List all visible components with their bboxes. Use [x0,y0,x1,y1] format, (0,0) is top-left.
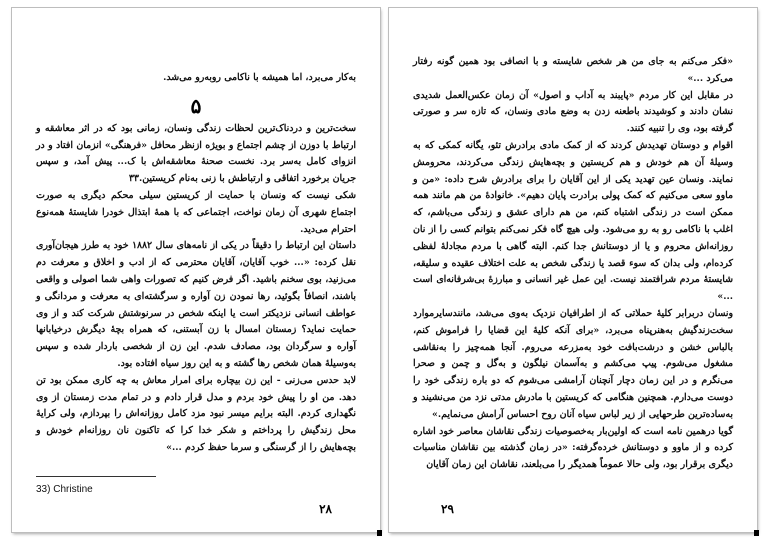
left-page-content [36,8,356,532]
right-page-text [413,54,733,474]
left-page [12,8,380,532]
paragraph: ونسان دربرابر کلیهٔ حملاتی که از اطرافیان نزدیک به‌وی می‌شد، مانندسایرموارد سخت‌زندگیش به‌هنرپناه می‌برد، «برای آنکه کلیهٔ این قضایا را فراموش کنم، بالباس خشن و درشت‌بافت خود به‌مزرعه می‌روم. آنجا همه‌چیز را به‌نقاشی مشغول می‌شوم. پیپ می‌کشم و به‌آسمان نیلگون و به‌گل و چمن و صحرا می‌نگرم و در این زمان دچار آنچنان آرامشی می‌شوم که دو باره زندگی خود را دوست می‌دارم. همچنین هنگامی که کریستین با مادرش مدتی نزد من می‌نشیند و به‌ساده‌ترین طرحهایی از زیر لباس سیاه آنان روح احساس آرامش می‌نمایم.» [413,307,733,420]
paragraph: سخت‌ترین و دردناک‌ترین لحظات زندگی ونسان، زمانی بود که در اثر معاشقه و ارتباط با دوزن از چشم اجتماع و بویژه ازنظر محافل «فرهنگی» انزمان افتاد و در انزوای کامل به‌سر برد. نخست صحنهٔ معاشقه‌اش با ک... پیش آمد، و سپس جریان برخورد اتفاقی و ارتباطش با زنی به‌نام کریستین.۳۳ [36,122,356,185]
page-number: ۲۸ [319,502,332,516]
footnote: 33) Christine [36,484,93,495]
footnote-rule [36,476,156,477]
page-number: ۲۹ [441,502,454,516]
paragraph: گویا درهمین نامه است که اولین‌بار به‌خصوصیات زندگی نقاشان معاصر خود اشاره کرده و از ماوو و دوستانش خرده‌گرفته: «در زمان گذشته بین نقاشان مناسبات دیگری برقرار بود، ولی حالا عموماً همدیگر را می‌بلعند، نقاشان این زمان آقایان [413,425,733,471]
page-marker [377,530,382,536]
paragraph: اقوام و دوستان تهدیدش کردند که از کمک مادی برادرش تئو، یگانه کمکی که به وسیلهٔ آن هم خودش و هم کریستین و بچه‌هایش زندگی می‌کردند، محرومش نمایند. ونسان عین تهدید یکی از این آقایان را برای برادرش شرح داده: «من و ماوو سعی می‌کنیم که کمک پولی برادرت پایان دهیم». خانوادهٔ من هم مانند همه ممکن است در زندگی اشتباه کنم، من هم دارای عشق و زندگی می‌باشم، که اغلب با ناکامی رو به رو می‌شود. ولی هیچ گاه فکر نمی‌کنم بتوانم کسی را از نان روزانه‌اش محروم و یا از دوستانش جدا کنم. البته گاهی با مردم مجادلهٔ لفظی کرده‌ام، ولی بدان که سوء قصد یا زندگی شخص به علت اختلاف عقیده و سلیقه، شایستهٔ مردم شرافتمند نیست. این عمل غیر انسانی و مبارزهٔ بی‌شرفانه‌ای است ...» [413,139,733,303]
page-marker [754,530,759,536]
right-page-content [413,8,733,532]
paragraph: شکی نیست که ونسان با حمایت از کریستین سیلی محکم دیگری به صورت اجتماع شهری آن زمان نواخت، اجتماعی که با همهٔ ابتذال خودرا شایستهٔ همه‌نوع احترام می‌دید. [36,189,356,235]
left-page-text [36,70,356,457]
paragraph: لابد حدس می‌زنی - این زن بیچاره برای امرار معاش به چه کاری ممکن بود تن دهد. من او را پیش خود بردم و مدل قرار دادم و در تمام مدت زمستان از وی نگهداری کردم. البته برایم میسر نبود مزد کامل روزانه‌اش را بپردازم، ولی کرایهٔ محل زندگیش را پرداختم و شکر خدا کرا که تاکنون نان روزانه‌ام خودش و بچه‌هایش را از گرسنگی و سرما حفظ کردم ...» [36,374,356,453]
paragraph: داستان این ارتباط را دقیقاً در یکی از نامه‌های سال ۱۸۸۲ خود به طرز هیجان‌آوری نقل کرده: «... خوب آقایان، آقایان محترمی که از ادب و اخلاق و معرفت دم می‌زنید، بوی سخنم باشید. اگر فرض کنیم که تصورات واهی شما اصولی و واقعی باشند، انصافاً بگوئید، رها نمودن زن آواره و سرگشته‌ای به معرفت و مردانگی و عواطف انسانی نزدیکتر است یا اینکه شخص در سرنوشتش شرکت کند و از وی حمایت نماید؟ زمستان امسال با زن آبستنی، که همراه بچهٔ دیگرش درخیابانها آواره و سرگردان بود، مصادف شدم. این زن از شخصی باردار شده و سپس به‌وسیلهٔ همان شخص رها گشته و به این روز سیاه افتاده بود. [36,240,357,369]
paragraph: «فکر می‌کنم به جای من هر شخص شایسته و با انصافی بود همین گونه رفتار می‌کرد ...» [413,56,733,84]
paragraph: در مقابل این کار مردم «پایبند به آداب و اصول» آن زمان عکس‌العمل شدیدی نشان دادند و کوشیدند باطعنه زدن به وضع مادی ونسان، که تازه سر و صورتی گرفته بود، وی را تنبیه کنند. [413,89,733,135]
opening-line: به‌کار می‌برد، اما همیشه با ناکامی روبه‌رو می‌شد. [163,72,356,83]
chapter-number: ۵ [190,93,202,118]
right-page [389,8,757,532]
